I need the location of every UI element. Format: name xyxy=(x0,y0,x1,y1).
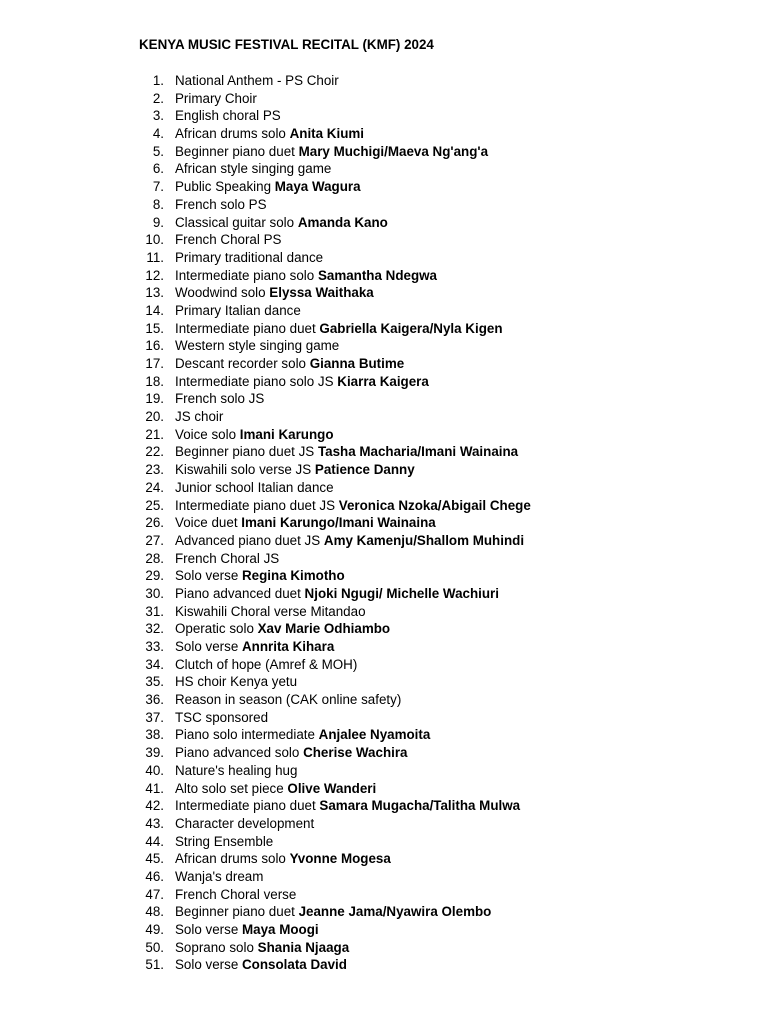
item-number: 43. xyxy=(145,815,164,831)
item-text: Wanja's dream xyxy=(175,868,264,884)
item-text: TSC sponsored xyxy=(175,709,269,725)
item-number: 20. xyxy=(145,409,164,425)
performer-name: Elyssa Waithaka xyxy=(269,285,374,301)
item-text: Intermediate piano duet xyxy=(175,798,320,814)
item-number: 50. xyxy=(145,939,164,955)
item-number: 9. xyxy=(152,214,164,230)
performer-name: Kiarra Kaigera xyxy=(337,373,429,389)
program-item xyxy=(130,744,531,762)
item-text: Beginner piano duet xyxy=(175,143,299,159)
performer-name: Samara Mugacha/Talitha Mulwa xyxy=(319,798,521,814)
program-item xyxy=(130,656,531,674)
item-number: 6. xyxy=(152,161,164,177)
item-text: Beginner piano duet xyxy=(175,904,299,920)
item-number: 48. xyxy=(145,904,164,920)
item-text: French Choral verse xyxy=(175,886,297,902)
item-text: Woodwind solo xyxy=(175,285,270,301)
item-text: National Anthem - PS Choir xyxy=(175,73,339,88)
program-item xyxy=(130,214,531,232)
item-number: 5. xyxy=(152,143,164,159)
performer-name: Consolata David xyxy=(242,957,347,973)
item-text: African drums solo xyxy=(175,851,290,867)
item-text: Public Speaking xyxy=(175,179,275,195)
item-number: 24. xyxy=(145,479,164,495)
program-item xyxy=(130,426,531,444)
program-item xyxy=(130,443,531,461)
program-item xyxy=(130,355,531,373)
performer-name: Yvonne Mogesa xyxy=(289,851,391,867)
item-number: 3. xyxy=(152,108,164,124)
item-text: French solo JS xyxy=(175,391,265,407)
item-text: String Ensemble xyxy=(175,833,274,849)
item-number: 15. xyxy=(145,320,164,336)
item-number: 28. xyxy=(145,550,164,566)
performer-name: Shania Njaaga xyxy=(257,939,350,955)
item-number: 32. xyxy=(145,621,164,637)
item-number: 14. xyxy=(145,302,164,318)
item-text: Voice solo xyxy=(175,426,240,442)
item-number: 7. xyxy=(152,179,164,195)
program-item xyxy=(130,620,531,638)
item-text: African drums solo xyxy=(175,126,290,142)
item-number: 25. xyxy=(145,497,164,513)
item-text: HS choir Kenya yetu xyxy=(175,674,298,690)
item-number: 17. xyxy=(145,356,164,371)
program-item xyxy=(130,550,531,568)
item-number: 31. xyxy=(145,603,164,619)
program-item xyxy=(130,921,531,939)
performer-name: Anita Kiumi xyxy=(289,126,365,142)
performer-name: Cherise Wachira xyxy=(303,745,408,761)
item-number: 30. xyxy=(145,585,164,601)
item-number: 26. xyxy=(145,515,164,531)
item-text: Primary Italian dance xyxy=(175,302,301,318)
performer-name: Veronica Nzoka/Abigail Chege xyxy=(338,497,531,513)
item-number: 33. xyxy=(145,639,164,654)
item-text: English choral PS xyxy=(175,108,281,124)
item-number: 49. xyxy=(145,922,164,937)
program-item xyxy=(130,497,531,515)
item-text: French Choral JS xyxy=(175,550,280,566)
item-text: Intermediate piano duet JS xyxy=(175,497,339,513)
performer-name: Maya Moogi xyxy=(242,922,319,937)
program-item xyxy=(130,956,531,974)
item-number: 39. xyxy=(145,745,164,761)
item-number: 27. xyxy=(145,532,164,548)
program-item xyxy=(130,302,531,320)
performer-name: Annrita Kihara xyxy=(242,639,335,654)
program-item xyxy=(130,797,531,815)
item-number: 41. xyxy=(145,780,164,796)
program-item xyxy=(130,691,531,709)
performer-name: Regina Kimotho xyxy=(242,568,345,584)
program-item xyxy=(130,638,531,656)
performer-name: Amy Kamenju/Shallom Muhindi xyxy=(323,532,525,548)
program-item xyxy=(130,514,531,532)
item-number: 37. xyxy=(145,709,164,725)
item-number: 36. xyxy=(145,692,164,708)
item-text: Intermediate piano duet xyxy=(175,320,320,336)
page-title: KENYA MUSIC FESTIVAL RECITAL (KMF) 2024 xyxy=(139,37,434,52)
item-text: Junior school Italian dance xyxy=(175,479,334,495)
performer-name: Gabriella Kaigera/Nyla Kigen xyxy=(319,320,503,336)
performer-name: Xav Marie Odhiambo xyxy=(257,621,391,637)
item-number: 8. xyxy=(152,196,164,212)
program-item xyxy=(130,567,531,585)
item-text: Operatic solo xyxy=(175,621,258,637)
item-text: Intermediate piano solo xyxy=(175,267,318,283)
item-number: 2. xyxy=(152,90,164,106)
item-text: Piano solo intermediate xyxy=(175,727,319,743)
program-item xyxy=(130,903,531,921)
performer-name: Gianna Butime xyxy=(309,356,405,371)
program-item xyxy=(130,196,531,214)
performer-name: Tasha Macharia/Imani Wainaina xyxy=(317,444,519,460)
item-number: 34. xyxy=(145,656,164,672)
item-number: 4. xyxy=(152,126,164,142)
item-number: 12. xyxy=(145,267,164,283)
program-item xyxy=(130,532,531,550)
item-number: 23. xyxy=(145,462,164,478)
item-text: Nature's healing hug xyxy=(175,762,298,778)
program-item xyxy=(130,868,531,886)
item-number: 46. xyxy=(145,868,164,884)
program-item xyxy=(130,780,531,798)
item-text: Reason in season (CAK online safety) xyxy=(175,692,402,708)
program-item xyxy=(130,709,531,727)
program-item xyxy=(130,267,531,285)
item-number: 44. xyxy=(145,833,164,849)
item-text: Kiswahili solo verse JS xyxy=(175,462,315,478)
item-text: French Choral PS xyxy=(175,232,282,248)
performer-name: Mary Muchigi/Maeva Ng'ang'a xyxy=(298,143,489,159)
performer-name: Amanda Kano xyxy=(297,214,388,230)
item-text: Beginner piano duet JS xyxy=(175,444,318,460)
item-text: Solo verse xyxy=(175,922,242,937)
program-item xyxy=(130,762,531,780)
item-number: 21. xyxy=(145,426,164,442)
program-item xyxy=(130,125,531,143)
program-item xyxy=(130,143,531,161)
program-item xyxy=(130,886,531,904)
item-text: Voice duet xyxy=(175,515,242,531)
performer-name: Patience Danny xyxy=(314,462,415,478)
item-number: 16. xyxy=(145,338,164,354)
item-number: 51. xyxy=(145,957,164,973)
item-text: Soprano solo xyxy=(175,939,258,955)
item-number: 42. xyxy=(145,798,164,814)
program-item xyxy=(130,373,531,391)
program-item xyxy=(130,408,531,426)
item-text: African style singing game xyxy=(175,161,332,177)
program-item xyxy=(130,815,531,833)
program-item xyxy=(130,231,531,249)
performer-name: Jeanne Jama/Nyawira Olembo xyxy=(298,904,492,920)
item-text: Solo verse xyxy=(175,957,242,973)
performer-name: Samantha Ndegwa xyxy=(317,267,437,283)
item-number: 19. xyxy=(145,391,164,407)
performer-name: Imani Karungo xyxy=(239,426,334,442)
performer-name: Olive Wanderi xyxy=(287,780,377,796)
item-text: French solo PS xyxy=(175,196,267,212)
item-text: Solo verse xyxy=(175,639,242,654)
performer-name: Anjalee Nyamoita xyxy=(318,727,431,743)
item-number: 18. xyxy=(145,373,164,389)
item-text: Primary traditional dance xyxy=(175,249,324,265)
item-text: Primary Choir xyxy=(175,90,257,106)
item-text: Advanced piano duet JS xyxy=(175,532,324,548)
program-item xyxy=(130,107,531,125)
performer-name: Njoki Ngugi/ Michelle Wachiuri xyxy=(304,585,499,601)
program-item xyxy=(130,939,531,957)
program-item xyxy=(130,90,531,108)
item-number: 13. xyxy=(145,285,164,301)
item-text: Piano advanced duet xyxy=(175,585,305,601)
performer-name: Imani Karungo/Imani Wainaina xyxy=(241,515,436,531)
item-text: Intermediate piano solo JS xyxy=(175,373,338,389)
program-item xyxy=(130,390,531,408)
item-text: Solo verse xyxy=(175,568,242,584)
program-item xyxy=(130,850,531,868)
item-text: Kiswahili Choral verse Mitandao xyxy=(175,603,366,619)
item-text: Descant recorder solo xyxy=(175,356,310,371)
item-number: 35. xyxy=(145,674,164,690)
item-text: Character development xyxy=(175,815,315,831)
program-item xyxy=(130,160,531,178)
program-item xyxy=(130,833,531,851)
item-text: Piano advanced solo xyxy=(175,745,304,761)
program-item xyxy=(130,249,531,267)
item-text: Clutch of hope (Amref & MOH) xyxy=(175,656,358,672)
program-item xyxy=(130,178,531,196)
program-item xyxy=(130,461,531,479)
item-number: 47. xyxy=(145,886,164,902)
item-number: 1. xyxy=(152,73,164,88)
program-item xyxy=(130,673,531,691)
program-item xyxy=(130,320,531,338)
program-item xyxy=(130,726,531,744)
item-number: 40. xyxy=(145,762,164,778)
item-text: Alto solo set piece xyxy=(175,780,288,796)
program-list xyxy=(130,72,531,974)
item-text: Western style singing game xyxy=(175,338,340,354)
item-text: JS choir xyxy=(175,409,224,425)
item-number: 22. xyxy=(145,444,164,460)
program-item xyxy=(130,585,531,603)
program-item xyxy=(130,72,531,90)
program-item xyxy=(130,284,531,302)
program-item xyxy=(130,337,531,355)
performer-name: Maya Wagura xyxy=(274,179,361,195)
item-number: 45. xyxy=(145,851,164,867)
program-item xyxy=(130,479,531,497)
item-text: Classical guitar solo xyxy=(175,214,298,230)
item-number: 29. xyxy=(145,568,164,584)
item-number: 10. xyxy=(145,232,164,248)
item-number: 38. xyxy=(145,727,164,743)
program-item xyxy=(130,603,531,621)
item-number: 11. xyxy=(146,249,164,265)
